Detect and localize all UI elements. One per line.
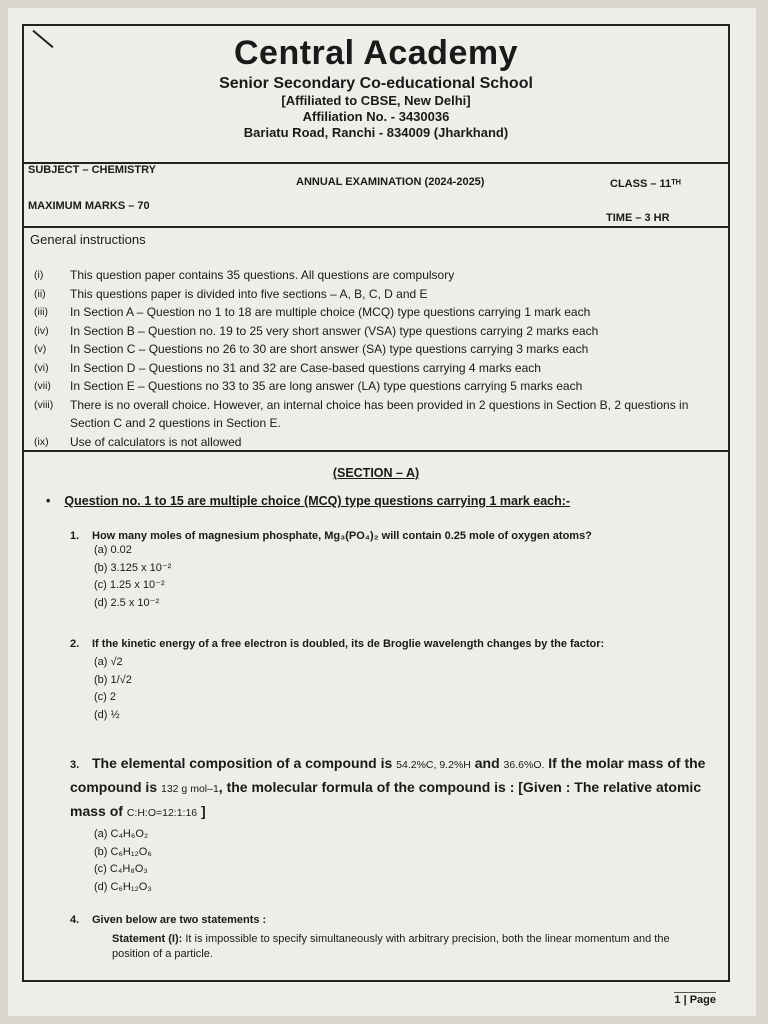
page-frame [22,24,730,982]
option: (a) C₄H₆O₂ [94,828,149,840]
question-4: 4. Given below are two statements : Statement (I): It is impossible to specify simultaneously with arbitrary precision, both the linear momentum and the position of a particle. [70,914,670,960]
option: (b) C₆H₁₂O₆ [94,845,152,858]
general-instructions-heading: General instructions [30,232,146,247]
option: (c) 2 [94,691,116,703]
class-label: CLASS – 11ᵀᴴ [610,178,681,190]
affiliated-line: [Affiliated to CBSE, New Delhi] [281,93,471,108]
divider [24,450,728,452]
school-name: Central Academy [233,34,518,72]
instructions-list [34,266,724,451]
option: (d) C₆H₁₂O₃ [94,880,152,893]
instruction-item: (iii) In Section A – Question no 1 to 18 are multiple choice (MCQ) type questions carrying 1 mark each [34,305,591,319]
affiliation-number: Affiliation No. - 3430036 [302,109,450,124]
divider [24,226,728,228]
exam-paper [8,8,756,1016]
instruction-item: (vi) In Section D – Questions no 31 and 32 are Case-based questions carrying 4 marks each [34,360,541,375]
option: (c) C₄H₈O₃ [94,863,148,875]
option: (d) ½ [94,708,120,721]
question-1: 1. How many moles of magnesium phosphate, Mg₃(PO₄)₂ will contain 0.25 mole of oxygen atoms? (a) 0.02 (b) 3.125 x 10⁻² (c) 1.25 x 10⁻² (d) 2.5 x 10⁻² [70,530,710,612]
section-heading: (SECTION – A) [332,466,420,480]
exam-title: ANNUAL EXAMINATION (2024-2025) [296,176,485,188]
instruction-item: (viii) There is no overall choice. However, an internal choice has been provided in 2 questions in Section B, 2 questions in Section C and 2 questions in Section E. [34,397,689,430]
school-header [24,26,728,162]
option: (b) 3.125 x 10⁻² [94,561,172,574]
instruction-item: (ix) Use of calculators is not allowed [34,434,242,449]
instruction-item: (ii) This questions paper is divided into five sections – A, B, C, D and E [34,286,428,301]
instruction-item: (v) In Section C – Questions no 26 to 30 are short answer (SA) type questions carrying 3 marks each [34,342,589,356]
time-label: TIME – 3 HR [606,212,670,224]
instruction-item: (iv) In Section B – Question no. 19 to 25 very short answer (VSA) type questions carrying 2 marks each [34,323,599,338]
question-2: 2. If the kinetic energy of a free electron is doubled, its de Broglie wavelength changes by the factor: (a) √2 (b) 1/√2 (c) 2 (d) ½ [70,638,710,724]
option: (a) √2 [94,656,123,668]
subject-label: SUBJECT – CHEMISTRY [28,164,156,176]
school-subtitle: Senior Secondary Co-educational School [219,75,533,92]
page-number: 1 | Page [674,994,716,1006]
option: (b) 1/√2 [94,673,132,686]
option: (a) 0.02 [94,544,132,556]
option: (c) 1.25 x 10⁻² [94,579,165,591]
max-marks-label: MAXIMUM MARKS – 70 [28,200,150,212]
section-instruction: • Question no. 1 to 15 are multiple choice (MCQ) type questions carrying 1 mark each:- [46,494,571,508]
question-3: 3. The elemental composition of a compound is 54.2%C, 9.2%H and 36.6%O. If the molar mass of the compound is 132 g mol–1, the molecular formula of the compound is : [Given : The relative atomic mass of C:H:O=12:1:16 ] (a) C₄H₆O₂ (b) C₆H₁₂O₆ (c) C₄H₈O₃ (d) C₆H₁₂O₃ [70,752,710,896]
instruction-item: (i) This question paper contains 35 questions. All questions are compulsory [34,268,455,282]
option: (d) 2.5 x 10⁻² [94,596,160,609]
school-address: Bariatu Road, Ranchi - 834009 (Jharkhand) [243,125,509,140]
instruction-item: (vii) In Section E – Questions no 33 to 35 are long answer (LA) type questions carrying 5 marks each [34,379,583,393]
